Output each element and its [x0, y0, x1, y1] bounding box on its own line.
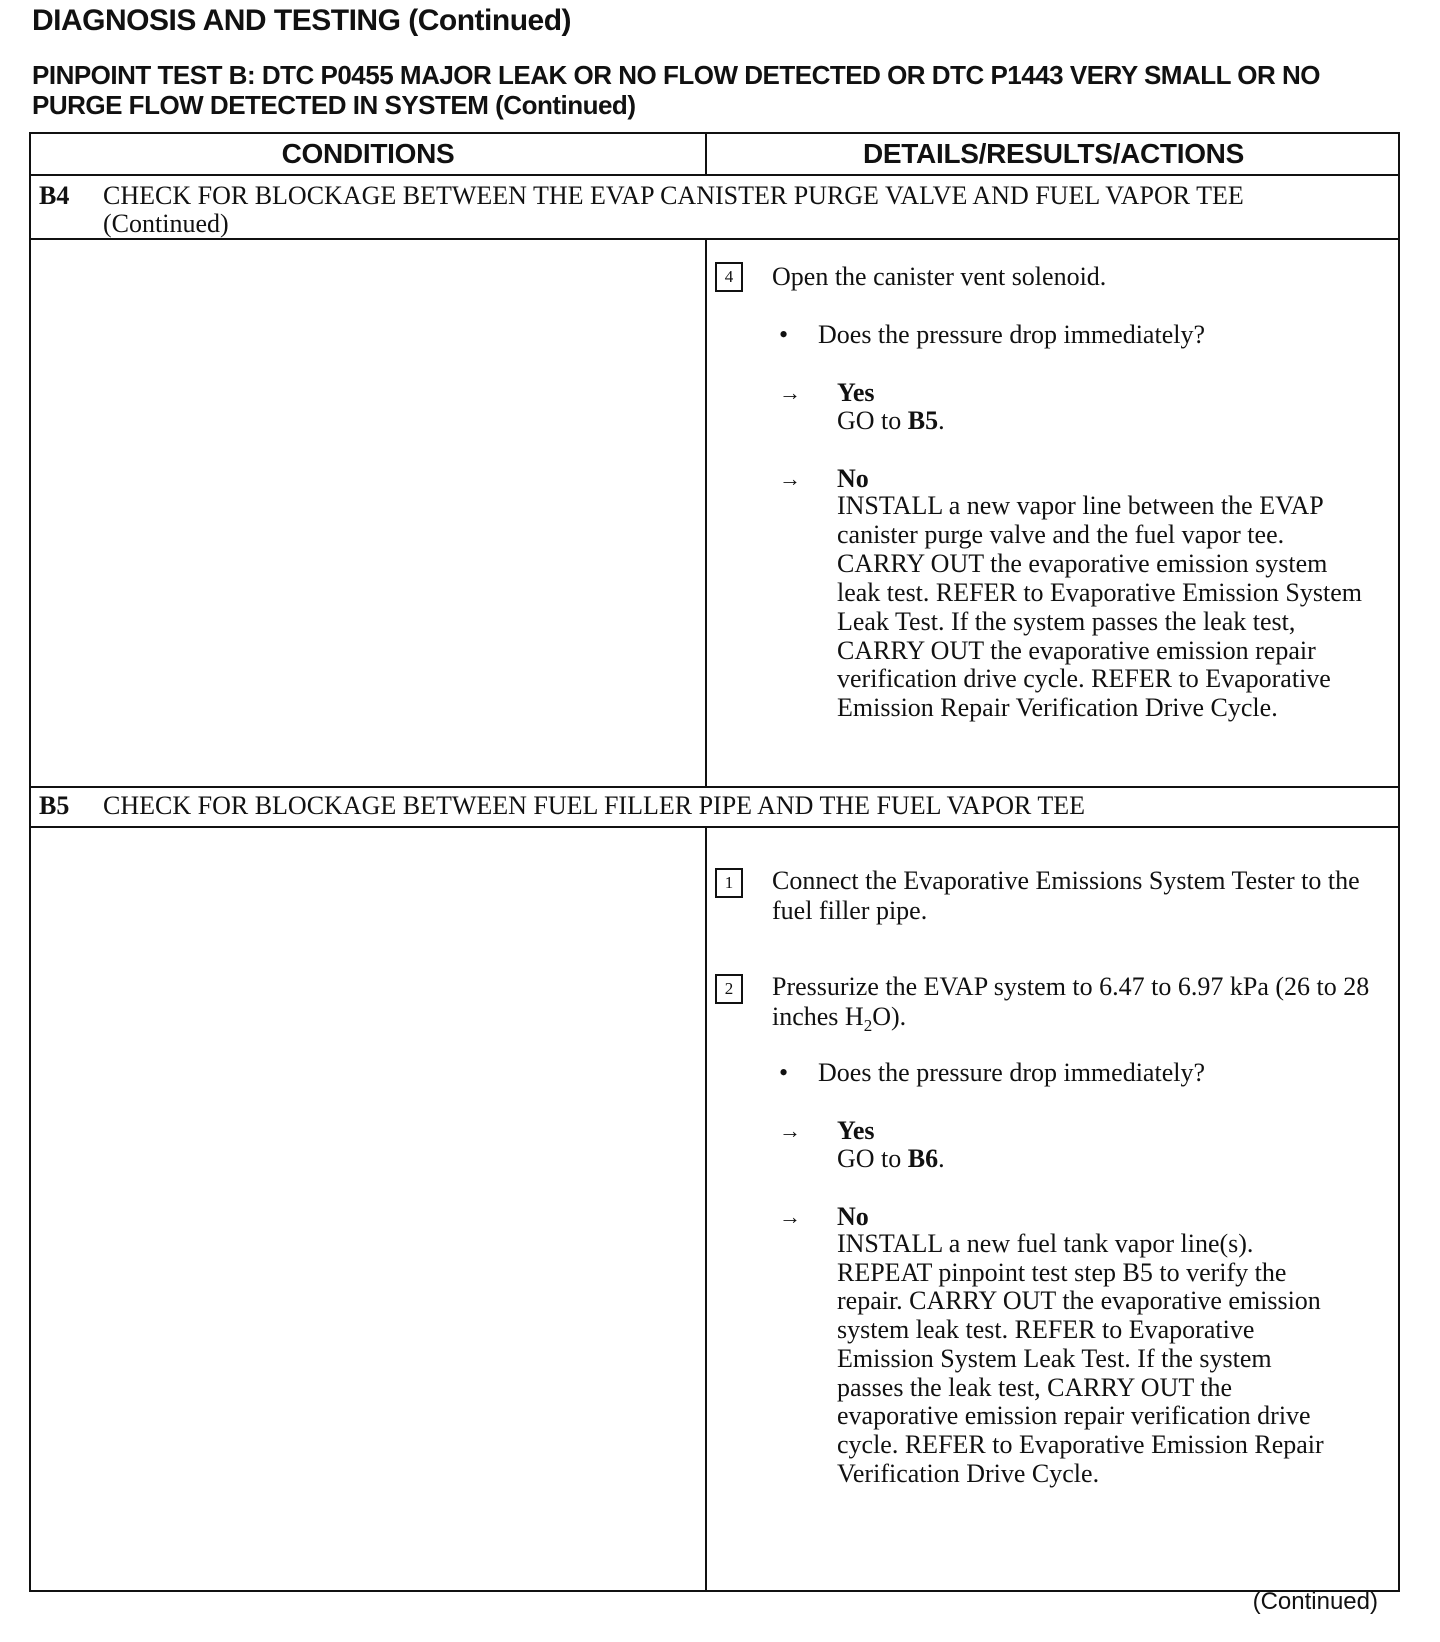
step-code: B5 [39, 791, 70, 820]
conditions-header: CONDITIONS [281, 138, 455, 169]
bullet: • [779, 1058, 789, 1087]
b5-divider [705, 826, 707, 1590]
bullet: • [779, 320, 789, 349]
b4-bottom-rule [31, 786, 1398, 788]
no-label: No [837, 1202, 869, 1231]
header-bottom-rule [31, 174, 1398, 176]
yes-action: GO to B5. [837, 406, 945, 435]
step-link-b5: B5 [907, 406, 939, 435]
arrow-icon: → [779, 1118, 801, 1143]
step-number-box: 2 [715, 974, 743, 1004]
step-text: Pressurize the EVAP system to 6.47 to 6.97 kPa (26 to 28 inches $H_2O$). [772, 972, 1370, 1036]
yes-label: Yes [837, 1116, 875, 1145]
header-divider [705, 134, 707, 174]
yes-action: GO to B6. [837, 1144, 945, 1173]
page-title: DIAGNOSIS AND TESTING (Continued) [32, 4, 572, 37]
step-text: Open the canister vent solenoid. [772, 262, 1107, 291]
step-number-box: 4 [715, 262, 743, 292]
details-header: DETAILS/RESULTS/ACTIONS [863, 138, 1244, 169]
step-number-box: 1 [715, 868, 743, 898]
question: Does the pressure drop immediately? [818, 1058, 1205, 1087]
no-action: INSTALL a new fuel tank vapor line(s). REPEAT pinpoint test step B5 to verify the repair. CARRY OUT the evaporative emission system leak test. REFER to Evaporative Emission System Leak Test. If the system passes the leak test, CARRY OUT the evaporative emission repair verification drive cycle. REFER to Evaporative Emission Repair Verification Drive Cycle. [837, 1229, 1324, 1488]
arrow-icon: → [779, 1204, 801, 1229]
continued-label: (Continued) [1252, 1588, 1378, 1615]
b4-divider [705, 238, 707, 786]
question: Does the pressure drop immediately? [818, 320, 1205, 349]
step-link-b6: B6 [907, 1144, 939, 1173]
step-text: Connect the Evaporative Emissions System Tester to the fuel filler pipe. [772, 866, 1360, 925]
b4-heading-rule [31, 238, 1398, 240]
step-code: B4 [39, 181, 70, 210]
pinpoint-table [29, 132, 1400, 1592]
arrow-icon: → [779, 466, 801, 491]
b5-heading-rule [31, 826, 1398, 828]
no-action: INSTALL a new vapor line between the EVAP canister purge valve and the fuel vapor tee. CARRY OUT the evaporative emission system leak test. REFER to Evaporative Emission System Leak Test. If the system passes the leak test, CARRY OUT the evaporative emission repair verification drive cycle. REFER to Evaporative Emission Repair Verification Drive Cycle. [837, 491, 1363, 723]
arrow-icon: → [779, 380, 801, 405]
step-title: CHECK FOR BLOCKAGE BETWEEN THE EVAP CANISTER PURGE VALVE AND FUEL VAPOR TEE (Continued) [103, 181, 1244, 238]
yes-label: Yes [837, 378, 875, 407]
step-title: CHECK FOR BLOCKAGE BETWEEN FUEL FILLER PIPE AND THE FUEL VAPOR TEE [103, 791, 1086, 820]
test-title: PINPOINT TEST B: DTC P0455 MAJOR LEAK OR NO FLOW DETECTED OR DTC P1443 VERY SMALL OR NO PURGE FLOW DETECTED IN SYSTEM (Continued) [32, 60, 1320, 120]
no-label: No [837, 464, 869, 493]
